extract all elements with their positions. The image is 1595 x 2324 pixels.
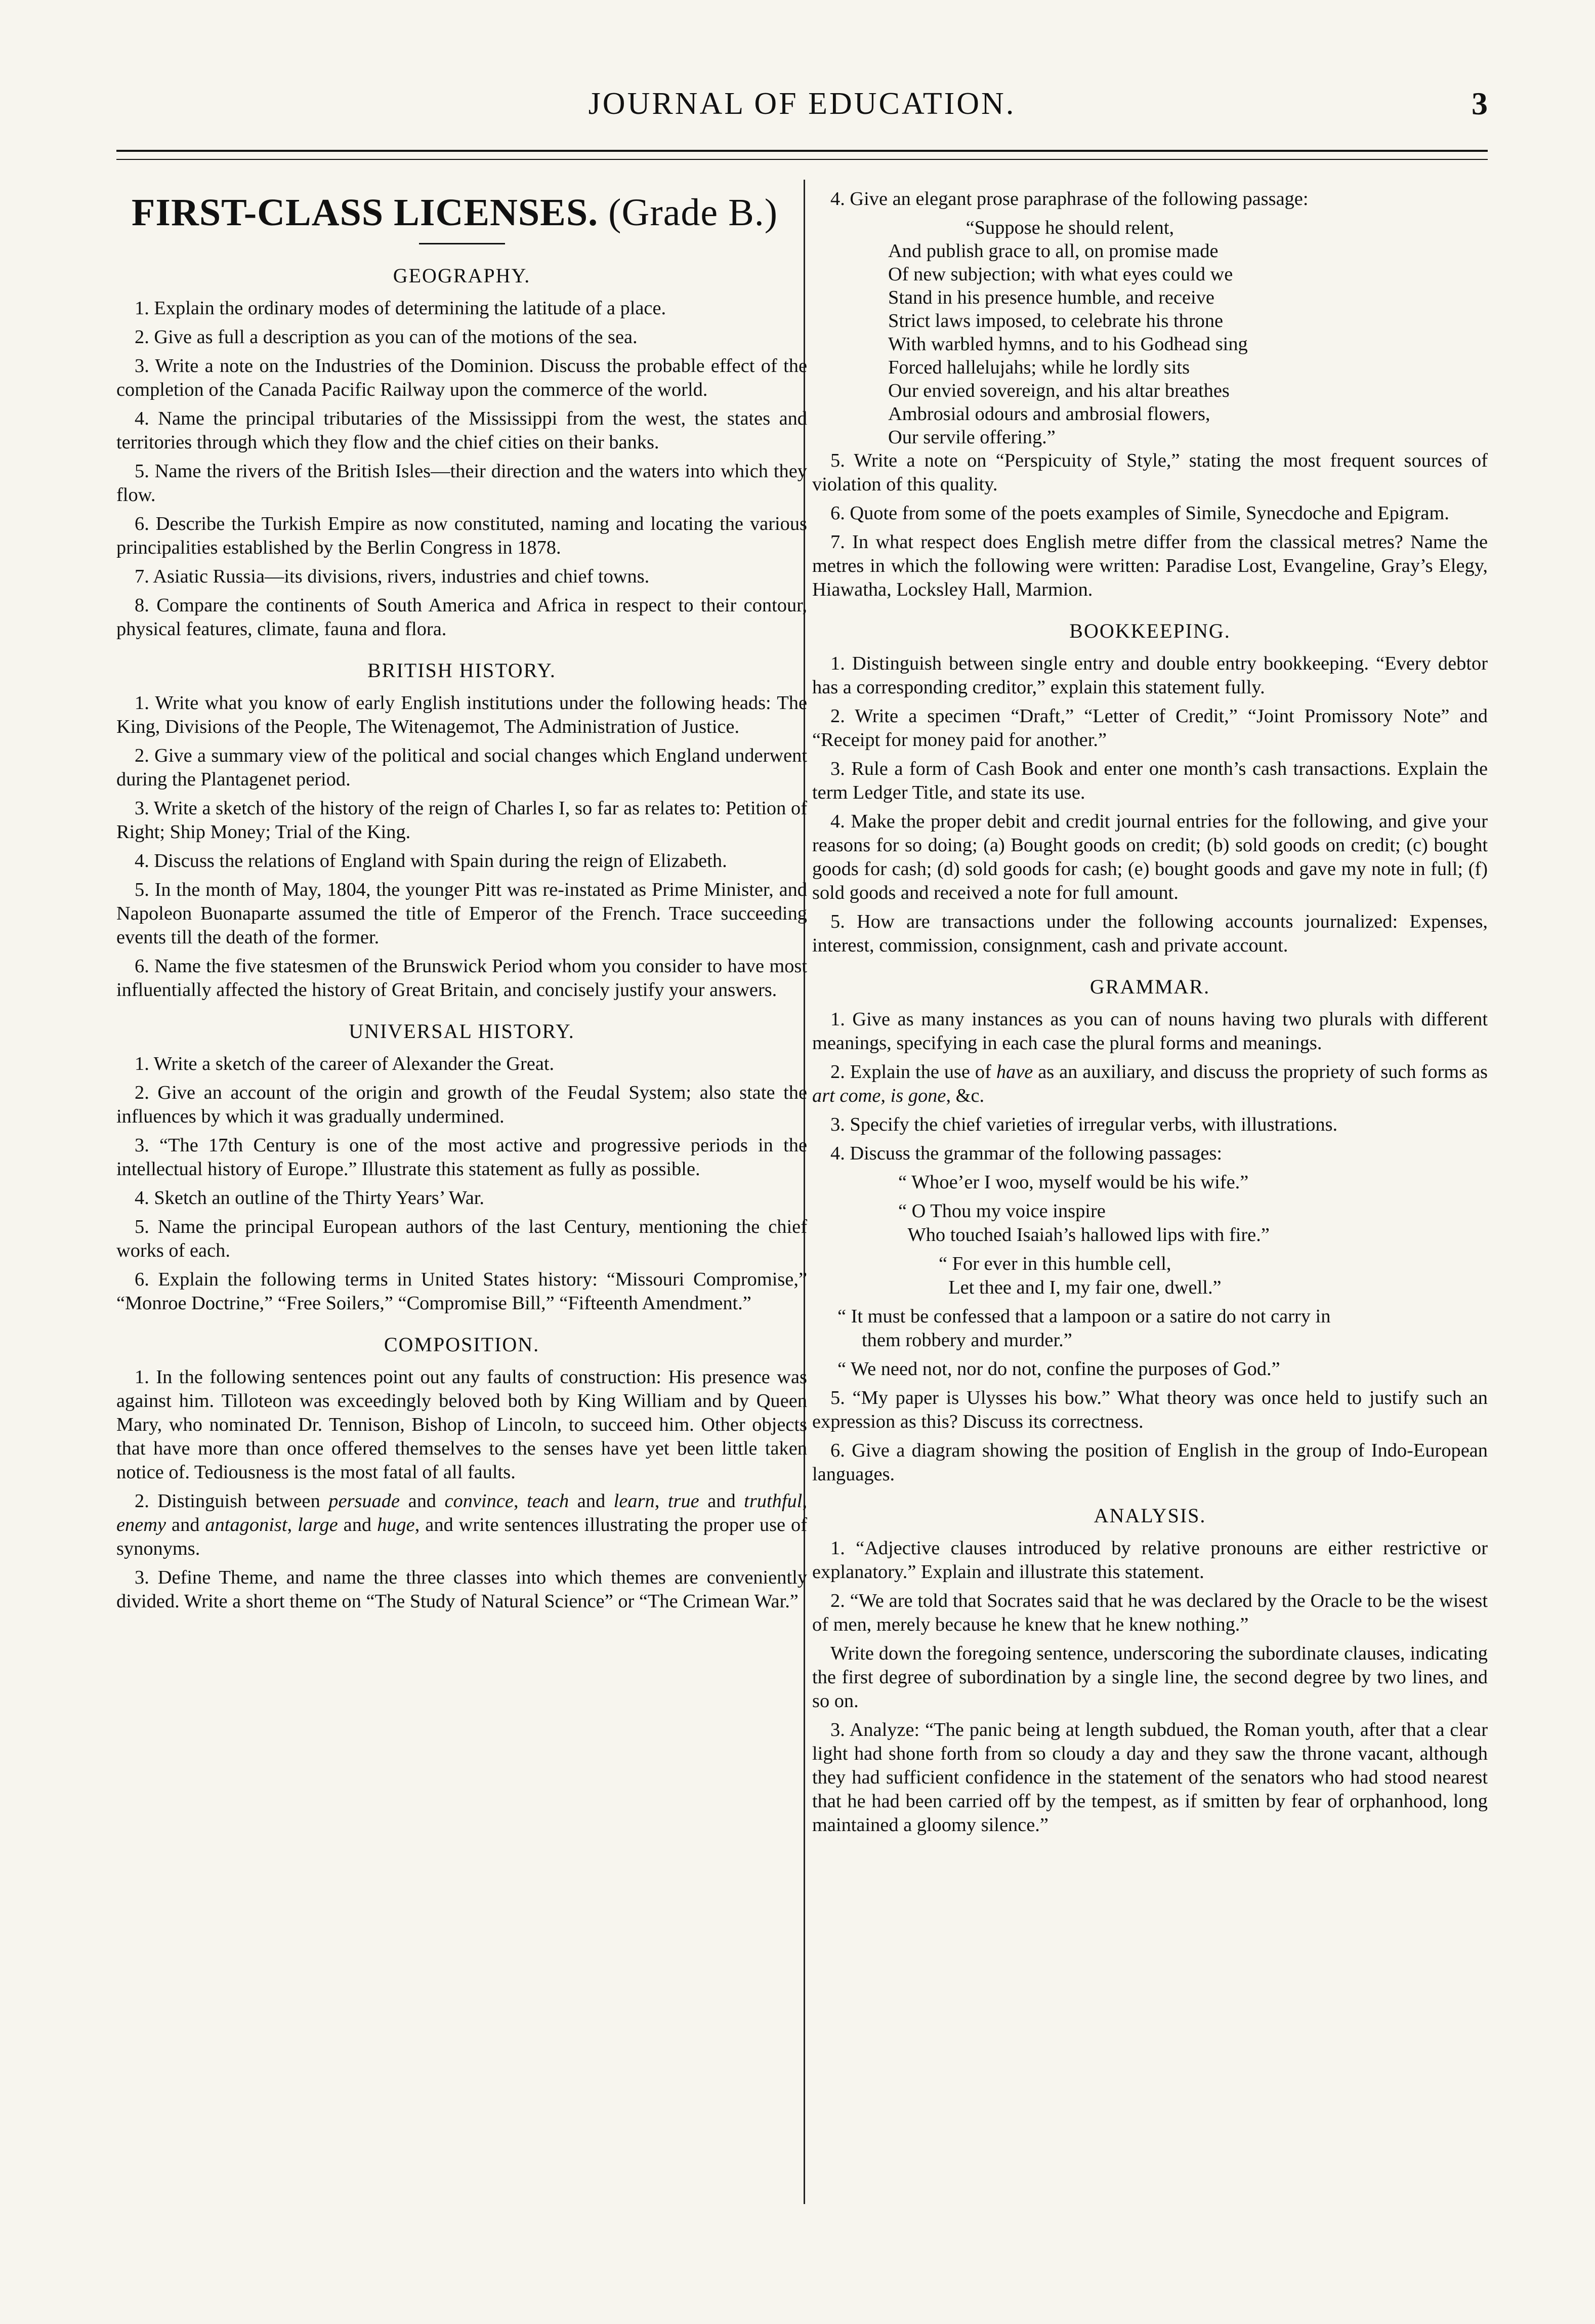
grammar-question: 1. Give as many instances as you can of nouns having two plurals with different meanings, specifying in each case the plural forms and meanings. [812, 1009, 1488, 1054]
british-history-question: 6. Name the five statesmen of the Brunswick Period whom you consider to have most influentially affected the history of Great Britain, and concisely justify your answers. [116, 956, 807, 1001]
universal-history-question: 6. Explain the following terms in United States history: “Missouri Compromise,” “Monroe Doctrine,” “Free Soilers,” “Compromise Bill,” “Fifteenth Amendment.” [116, 1269, 807, 1314]
section-heading-analysis: ANALYSIS. [1094, 1504, 1206, 1527]
bookkeeping-question: 4. Make the proper debit and credit journal entries for the following, and give your reasons for so doing; (a) Bought goods on credit; (b) sold goods on credit; (c) bought goods for cash; (d) sold goods for cash; (e) bought goods and gave my note in full; (f) sold goods and received a note for full amount. [812, 811, 1488, 903]
title-main: FIRST-CLASS LICENSES. [132, 191, 599, 234]
british-history-question: 1. Write what you know of early English institutions under the following heads: The King, Divisions of the People, The Witenagemot, The Administration of Justice. [116, 692, 807, 737]
composition-question: 3. Define Theme, and name the three classes into which themes are conveniently divided. Write a short theme on “The Study of Natural Science” or “The Crimean War.” [116, 1567, 807, 1612]
composition-question: 2. Distinguish between persuade and convince, teach and learn, true and truthful, enemy and antagonist, large and huge, and write sentences illustrating the proper use of synonyms. [116, 1490, 807, 1559]
composition-question: 6. Quote from some of the poets examples of Simile, Synecdoche and Epigram. [830, 503, 1449, 524]
geography-question: 1. Explain the ordinary modes of determining the latitude of a place. [135, 298, 666, 319]
geography-question: 6. Describe the Turkish Empire as now constituted, naming and locating the various principalities established by the Berlin Congress in 1878. [116, 513, 807, 558]
poem-line: And publish grace to all, on promise made [888, 240, 1219, 262]
header-rule [116, 150, 1488, 152]
poem-line: Our servile offering.” [888, 427, 1056, 448]
poem-line: Strict laws imposed, to celebrate his throne [888, 310, 1224, 331]
section-heading-grammar: GRAMMAR. [1089, 975, 1210, 998]
universal-history-question: 2. Give an account of the origin and growth of the Feudal System; also state the influences by which it was gradually undermined. [116, 1082, 807, 1127]
running-title: JOURNAL OF EDUCATION. [588, 87, 1016, 121]
bookkeeping-question: 1. Distinguish between single entry and double entry bookkeeping. “Every debtor has a corresponding creditor,” explain this statement fully. [812, 653, 1488, 698]
running-head [116, 81, 1488, 137]
composition-question: 4. Give an elegant prose paraphrase of the following passage: [830, 188, 1309, 210]
section-heading-british-history: BRITISH HISTORY. [367, 659, 556, 682]
title-grade: (Grade B.) [608, 191, 778, 234]
british-history-question: 5. In the month of May, 1804, the younger Pitt was re-instated as Prime Minister, and Napoleon Buonaparte assumed the title of Emperor of the French. Trace succeeding events till the death of the former. [116, 879, 807, 948]
section-heading-universal-history: UNIVERSAL HISTORY. [349, 1020, 575, 1043]
grammar-passage: “ For ever in this humble cell, Let thee and I, my fair one, dwell.” [939, 1253, 1222, 1298]
poem-line: “Suppose he should relent, [888, 217, 1174, 238]
right-column [812, 187, 1488, 2273]
british-history-question: 4. Discuss the relations of England with Spain during the reign of Elizabeth. [135, 850, 727, 872]
british-history-question: 2. Give a summary view of the political and social changes which England underwent during the Plantagenet period. [116, 745, 807, 790]
page-number: 3 [1472, 86, 1488, 121]
grammar-question: 4. Discuss the grammar of the following passages: [830, 1143, 1223, 1164]
header-rule-thin [116, 159, 1488, 160]
analysis-question: 1. “Adjective clauses introduced by relative pronouns are either restrictive or explanatory.” Explain and illustrate this statement. [812, 1538, 1488, 1583]
poem-line: Of new subjection; with what eyes could we [888, 264, 1233, 285]
composition-question: 7. In what respect does English metre differ from the classical metres? Name the metres in which the following were written: Paradise Lost, Evangeline, Gray’s Elegy, Hiawatha, Locksley Hall, Marmion. [812, 531, 1488, 600]
section-heading-composition: COMPOSITION. [384, 1333, 540, 1356]
analysis-question: 2. “We are told that Socrates said that he was declared by the Oracle to be the wisest of men, merely because he knew that he knew nothing.” [812, 1590, 1488, 1635]
grammar-question: 6. Give a diagram showing the position of English in the group of Indo-European languages. [812, 1440, 1488, 1485]
universal-history-question: 3. “The 17th Century is one of the most active and progressive periods in the intellectual history of Europe.” Illustrate this statement as fully as possible. [116, 1135, 807, 1180]
bookkeeping-question: 2. Write a specimen “Draft,” “Letter of Credit,” “Joint Promissory Note” and “Receipt for money paid for another.” [812, 706, 1488, 751]
composition-question: 1. In the following sentences point out any faults of construction: His presence was against him. Tilloteon was exceedingly beloved both by King William and by Queen Mary, who nominated Dr. Tennison, Bishop of Lincoln, to succeed him. Other objects that have more than once offered themselves to the senses have yet been little taken notice of. Tediousness is the most fatal of all faults. [116, 1366, 807, 1483]
geography-question: 3. Write a note on the Industries of the Dominion. Discuss the probable effect of the completion of the Canada Pacific Railway upon the commerce of the world. [116, 355, 807, 400]
grammar-question: 5. “My paper is Ulysses his bow.” What theory was once held to justify such an expression as this? Discuss its correctness. [812, 1387, 1488, 1432]
left-column [116, 187, 807, 2273]
section-heading-geography: GEOGRAPHY. [393, 264, 531, 287]
analysis-question: Write down the foregoing sentence, underscoring the subordinate clauses, indicating the first degree of subordination by a single line, the second degree by two lines, and so on. [812, 1643, 1488, 1712]
geography-question: 2. Give as full a description as you can of the motions of the sea. [135, 326, 638, 348]
british-history-question: 3. Write a sketch of the history of the reign of Charles I, so far as relates to: Petition of Right; Ship Money; Trial of the King. [116, 798, 807, 843]
grammar-question: 2. Explain the use of have as an auxiliary, and discuss the propriety of such forms as art come, is gone, &c. [812, 1061, 1488, 1106]
universal-history-question: 1. Write a sketch of the career of Alexander the Great. [135, 1053, 555, 1074]
universal-history-question: 4. Sketch an outline of the Thirty Years’ War. [135, 1187, 485, 1209]
geography-question: 4. Name the principal tributaries of the Mississippi from the west, the states and territories through which they flow and the chief cities on their banks. [116, 408, 807, 453]
poem-line: Forced hallelujahs; while he lordly sits [888, 357, 1190, 378]
geography-question: 7. Asiatic Russia—its divisions, rivers, industries and chief towns. [135, 566, 650, 587]
composition-question: 5. Write a note on “Perspicuity of Style,” stating the most frequent sources of violation of this quality. [812, 450, 1488, 495]
grammar-passage: “ Whoe’er I woo, myself would be his wife.” [898, 1172, 1249, 1193]
bookkeeping-question: 3. Rule a form of Cash Book and enter one month’s cash transactions. Explain the term Ledger Title, and state its use. [812, 758, 1488, 803]
grammar-passage: “ It must be confessed that a lampoon or a satire do not carry in them robbery and murder.” [837, 1306, 1331, 1351]
grammar-passage: “ We need not, nor do not, confine the purposes of God.” [837, 1358, 1280, 1380]
page-title [132, 192, 807, 233]
universal-history-question: 5. Name the principal European authors of the last Century, mentioning the chief works of each. [116, 1216, 807, 1261]
poem-passage [888, 216, 1488, 449]
grammar-question: 3. Specify the chief varieties of irregular verbs, with illustrations. [830, 1114, 1338, 1135]
title-rule [419, 243, 505, 244]
poem-line: Ambrosial odours and ambrosial flowers, [888, 403, 1210, 425]
poem-line: Stand in his presence humble, and receive [888, 287, 1214, 308]
grammar-passage: “ O Thou my voice inspire Who touched Isaiah’s hallowed lips with fire.” [898, 1200, 1270, 1246]
poem-line: With warbled hymns, and to his Godhead sing [888, 334, 1248, 355]
analysis-question: 3. Analyze: “The panic being at length subdued, the Roman youth, after that a clear light had shone forth from so cloudy a day and they saw the throne vacant, although they had sufficient confidence in the statement of the senators who had stood nearest that he had been carried off by the tempest, as if smitten by fear of orphanhood, long maintained a gloomy silence.” [812, 1719, 1488, 1836]
poem-line: Our envied sovereign, and his altar breathes [888, 380, 1230, 401]
geography-question: 8. Compare the continents of South America and Africa in respect to their contour, physical features, climate, fauna and flora. [116, 595, 807, 640]
geography-question: 5. Name the rivers of the British Isles—their direction and the waters into which they flow. [116, 461, 807, 506]
section-heading-bookkeeping: BOOKKEEPING. [1069, 619, 1231, 642]
bookkeeping-question: 5. How are transactions under the following accounts journalized: Expenses, interest, commission, consignment, cash and private account. [812, 911, 1488, 956]
